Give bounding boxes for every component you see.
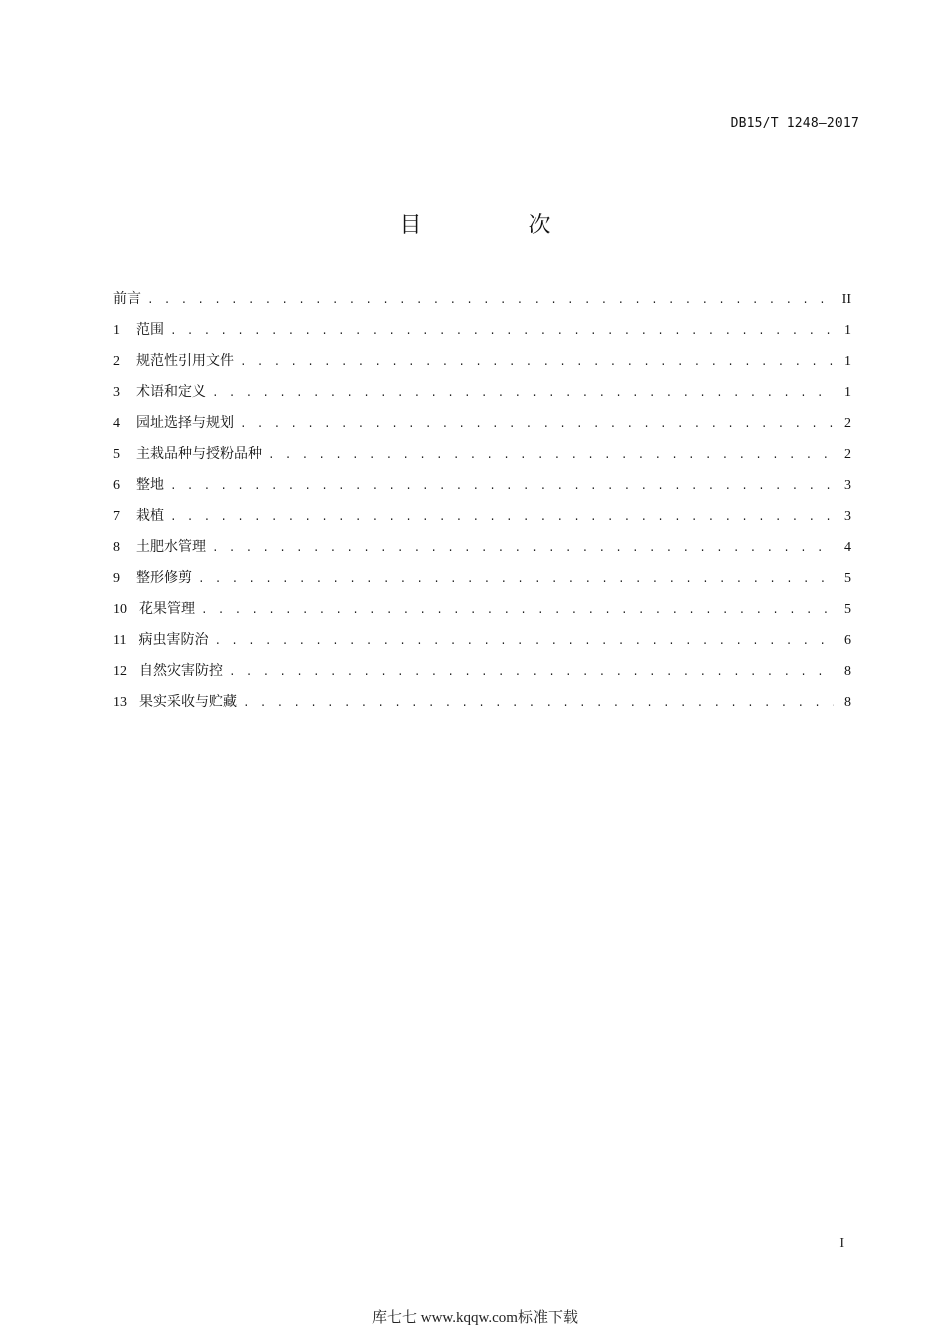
toc-entry-5[interactable] [113,439,851,470]
toc-leader-dots [243,689,834,720]
toc-entry-number: 9 [113,571,120,586]
toc-entry-number: 3 [113,385,120,400]
toc-entry-foreword[interactable] [113,284,851,315]
toc-entry-page: 5 [844,571,851,586]
toc-entry-number: 10 [113,602,127,617]
toc-entry-6[interactable] [113,470,851,501]
toc-entry-label: 主栽品种与授粉品种 [136,446,262,462]
toc-entry-label: 规范性引用文件 [136,353,234,369]
toc-leader-dots [201,596,834,627]
toc-entry-label: 病虫害防治 [138,632,209,648]
toc-entry-label: 栽植 [136,508,164,524]
toc-entry-10[interactable] [113,594,851,625]
toc-entry-number: 6 [113,478,120,493]
toc-entry-page: 3 [844,509,851,524]
toc-entry-12[interactable] [113,656,851,687]
toc-entry-number: 5 [113,447,120,462]
toc-leader-dots [212,534,834,565]
toc-entry-label: 范围 [136,322,164,338]
toc-leader-dots [229,658,834,689]
table-of-contents [113,284,851,718]
toc-entry-page: 2 [844,447,851,462]
toc-leader-dots [214,627,834,658]
toc-entry-label: 整地 [136,477,164,493]
toc-entry-3[interactable] [113,377,851,408]
toc-entry-label: 前言 [113,291,141,307]
toc-entry-page: 8 [844,664,851,679]
toc-entry-number: 11 [113,633,127,648]
standard-code: DB15/T 1248—2017 [730,116,859,131]
toc-leader-dots [240,410,834,441]
toc-entry-1[interactable] [113,315,851,346]
toc-entry-9[interactable] [113,563,851,594]
toc-entry-label: 土肥水管理 [136,539,206,555]
toc-entry-page: 8 [844,695,851,710]
toc-leader-dots [268,441,834,472]
toc-entry-page: 4 [844,540,851,555]
toc-entry-7[interactable] [113,501,851,532]
toc-leader-dots [198,565,834,596]
toc-entry-label: 自然灾害防控 [139,663,223,679]
toc-entry-11[interactable] [113,625,851,656]
toc-entry-8[interactable] [113,532,851,563]
toc-leader-dots [170,472,834,503]
toc-entry-number: 1 [113,323,120,338]
watermark-text: 库七七 www.kqqw.com标准下载 [372,1310,578,1326]
toc-entry-page: 2 [844,416,851,431]
toc-entry-number: 4 [113,416,120,431]
toc-entry-label: 花果管理 [139,601,195,617]
toc-leader-dots [147,286,832,317]
toc-entry-page: 1 [844,385,851,400]
toc-entry-label: 整形修剪 [136,570,192,586]
toc-entry-number: 2 [113,354,120,369]
toc-entry-number: 13 [113,695,127,710]
toc-entry-number: 8 [113,540,120,555]
toc-entry-page: 6 [844,633,851,648]
page-title: 目 次 [399,213,601,238]
page-number: I [839,1236,844,1251]
toc-leader-dots [170,503,834,534]
toc-entry-page: 1 [844,323,851,338]
toc-entry-number: 12 [113,664,127,679]
toc-entry-label: 园址选择与规划 [136,415,234,431]
toc-entry-13[interactable] [113,687,851,718]
toc-entry-label: 果实采收与贮藏 [139,694,237,710]
toc-leader-dots [212,379,834,410]
toc-entry-number: 7 [113,509,120,524]
toc-entry-page: II [841,292,851,307]
toc-leader-dots [170,317,834,348]
toc-entry-2[interactable] [113,346,851,377]
toc-leader-dots [240,348,834,379]
toc-entry-page: 5 [844,602,851,617]
toc-entry-page: 1 [844,354,851,369]
toc-entry-page: 3 [844,478,851,493]
toc-entry-4[interactable] [113,408,851,439]
toc-entry-label: 术语和定义 [136,384,206,400]
